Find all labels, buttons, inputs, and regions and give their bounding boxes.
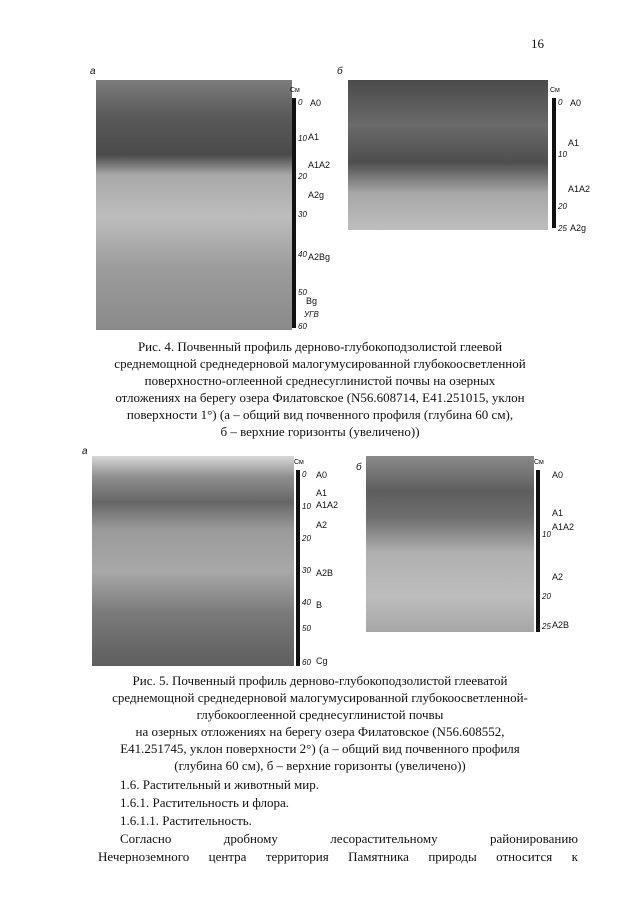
caption-line: глубокооглеенной среднесуглинистой почвы — [196, 707, 444, 722]
horizon-label: A1 — [316, 488, 328, 498]
horizon-label: A0 — [316, 470, 328, 480]
figure5-panel-a-letter: а — [82, 446, 88, 457]
paragraph-line: Нечерноземного центра территория Памятника природы относится к — [98, 849, 578, 864]
horizon-label: A1 — [308, 132, 320, 142]
horizon-label: A1A2 — [308, 160, 331, 170]
figure5-panel-b-photo — [366, 456, 534, 632]
tick-label: 40 — [302, 598, 311, 607]
tick-label: 10 — [542, 530, 551, 539]
horizon-label: Bg — [306, 296, 318, 306]
figure5-panel-b-scale — [534, 459, 596, 636]
figure5-panel-a-photo — [92, 456, 294, 666]
caption-line: на озерных отложениях на берегу озера Филатовское (N56.608552, — [135, 724, 505, 739]
figure4-panel-b-letter: б — [337, 66, 343, 77]
scale-unit: См — [550, 87, 560, 94]
figure5-caption — [60, 672, 580, 774]
horizon-label: A2B — [552, 620, 570, 630]
tick-label: 0 — [302, 470, 307, 479]
horizon-label: A0 — [310, 98, 322, 108]
tick-label: 20 — [558, 202, 567, 211]
figure4-panel-a-letter: а — [90, 66, 96, 77]
horizon-label: A2g — [308, 190, 325, 200]
horizon-label: A1 — [552, 508, 564, 518]
figure5-panel-a-scale — [294, 459, 356, 670]
caption-line: среднемощной среднедерновой малогумусированной глубокоосветленной — [114, 356, 526, 371]
tick-label: 10 — [298, 134, 307, 143]
caption-line: поверхности 1°) (а – общий вид почвенного профиля (глубина 60 см), — [126, 407, 514, 422]
horizon-label: УГВ — [304, 310, 319, 319]
section-heading: 1.6. Растительный и животный мир. — [120, 777, 319, 792]
horizon-label: A1A2 — [316, 500, 339, 510]
horizon-label: A2 — [552, 572, 564, 582]
tick-label: 0 — [558, 98, 563, 107]
subsection-heading: 1.6.1. Растительность и флора. — [120, 795, 289, 810]
horizon-label: Cg — [316, 656, 328, 666]
tick-label: 10 — [302, 502, 311, 511]
tick-label: 40 — [298, 250, 307, 259]
tick-label: 0 — [298, 98, 303, 107]
caption-line: среднемощной среднедерновой малогумусированной глубокоосветленной- — [112, 690, 528, 705]
caption-line: б – верхние горизонты (увеличено)) — [220, 424, 420, 439]
paragraph-line: Согласно дробному лесорастительному районированию — [120, 831, 578, 846]
tick-label: 60 — [302, 658, 311, 667]
horizon-label: A2g — [570, 223, 587, 233]
figure4-panel-a-scale — [290, 87, 352, 332]
caption-line: отложениях на берегу озера Филатовское (N56.608714, E41.251015, уклон — [115, 390, 525, 405]
figure4-caption — [60, 338, 580, 440]
caption-line: E41.251745, уклон поверхности 2°) (а – общий вид почвенного профиля — [120, 741, 520, 756]
tick-label: 50 — [302, 624, 311, 633]
caption-line: Рис. 5. Почвенный профиль дерново-глубокоподзолистой глееватой — [132, 673, 508, 688]
tick-label: 25 — [558, 224, 567, 233]
tick-label: 30 — [302, 566, 311, 575]
scale-unit: См — [294, 459, 304, 466]
horizon-label: A1 — [568, 138, 580, 148]
figure4-panel-a-photo — [96, 80, 292, 330]
horizon-label: A0 — [570, 98, 582, 108]
scale-unit: См — [290, 87, 300, 94]
tick-label: 25 — [542, 622, 551, 631]
tick-label: 20 — [298, 172, 307, 181]
horizon-label: A2B — [316, 568, 334, 578]
horizon-label: B — [316, 600, 323, 610]
tick-label: 20 — [542, 592, 551, 601]
horizon-label: A2Bg — [308, 252, 331, 262]
tick-label: 30 — [298, 210, 307, 219]
horizon-label: A1A2 — [552, 522, 575, 532]
tick-label: 10 — [558, 150, 567, 159]
horizon-label: A0 — [552, 470, 564, 480]
tick-label: 20 — [302, 534, 311, 543]
horizon-label: A1A2 — [568, 184, 591, 194]
scale-unit: См — [534, 459, 544, 466]
subsubsection-heading: 1.6.1.1. Растительность. — [120, 813, 252, 828]
figure4-panel-b-scale — [550, 87, 604, 233]
figure5-panel-b-letter: б — [356, 462, 362, 473]
tick-label: 50 — [298, 288, 307, 297]
caption-line: (глубина 60 см), б – верхние горизонты (увеличено)) — [174, 758, 466, 773]
tick-label: 60 — [298, 322, 307, 331]
caption-line: поверхностно-оглеенной среднесуглинистой почвы на озерных — [144, 373, 496, 388]
figure4-panel-b-photo — [348, 80, 548, 230]
caption-line: Рис. 4. Почвенный профиль дерново-глубокоподзолистой глеевой — [137, 339, 503, 354]
page-number: 16 — [531, 36, 544, 51]
horizon-label: A2 — [316, 520, 328, 530]
